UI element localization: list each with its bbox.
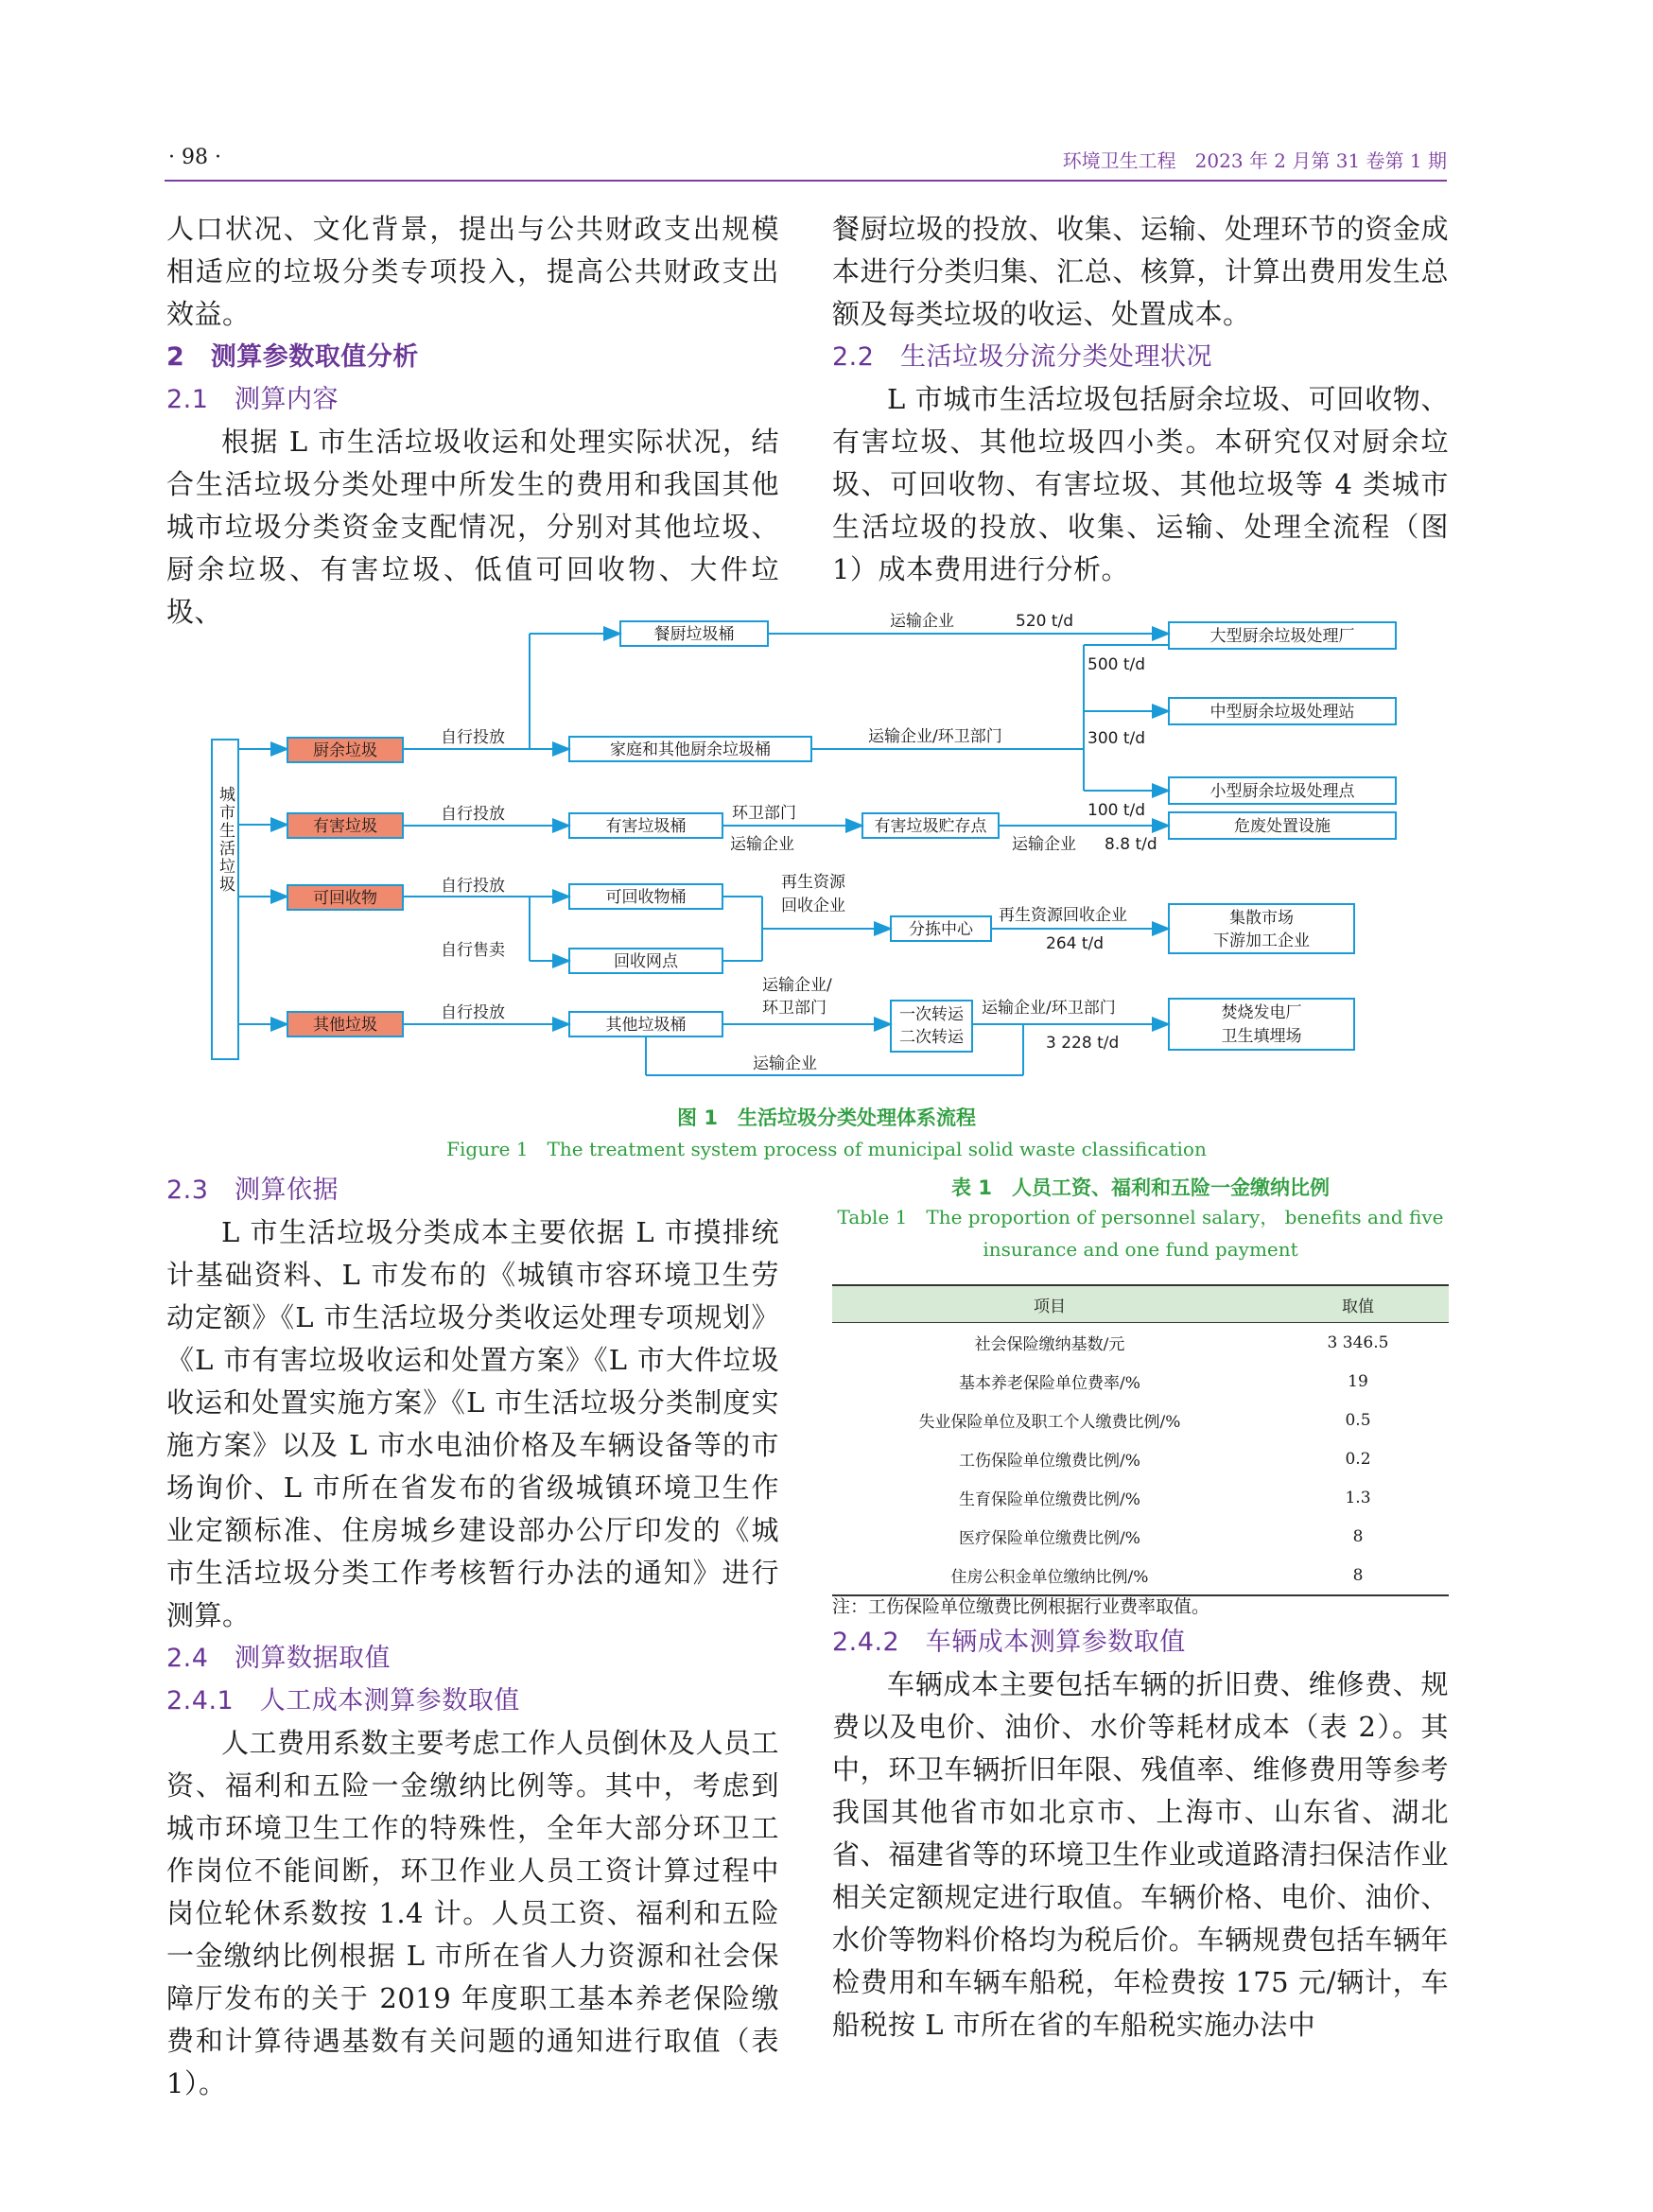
table-caption-cn: 表 1 人员工资、福利和五险一金缴纳比例 bbox=[951, 1176, 1330, 1199]
table-cell: 0.5 bbox=[1345, 1410, 1371, 1430]
section-heading-2-2: 2.2 生活垃圾分流分类处理状况 bbox=[832, 342, 1212, 372]
paragraph: 人口状况、文化背景，提出与公共财政支出规模相适应的垃圾分类专项投入，提高公共财政支出效益。 bbox=[166, 213, 779, 330]
dest-small: 小型厨余垃圾处理点 bbox=[1209, 782, 1355, 801]
dest-hazard: 危废处置设施 bbox=[1234, 817, 1331, 836]
table-row bbox=[832, 1362, 1449, 1401]
dest-medium: 中型厨余垃圾处理站 bbox=[1209, 703, 1355, 722]
dest-market1: 集散市场 bbox=[1229, 909, 1294, 928]
table-header: 取值 bbox=[1267, 1285, 1449, 1323]
table-cell: 19 bbox=[1348, 1371, 1368, 1391]
table-row bbox=[832, 1401, 1449, 1439]
table-cell: 工伤保险单位缴费比例/% bbox=[959, 1452, 1140, 1471]
box-transfer2: 二次转运 bbox=[899, 1028, 964, 1047]
paragraph: L 市生活垃圾分类成本主要依据 L 市摸排统计基础资料、L 市发布的《城镇市容环境卫生劳动定额》《L 市生活垃圾分类收运处理专项规划》《L 市有害垃圾收运和处置方案》《L 市大件垃圾收运和处置实施方案》《L 市生活垃圾分类制度实施方案》以及 L 市水电油价格及车辆设备等的市场询价、L 市所在省发布的省级城镇环境卫生作业定额标准、住房城乡建设部办公厅印发的《城市生活垃圾分类工作考核暂行办法的通知》进行测算。 bbox=[166, 1216, 779, 1631]
table-row bbox=[832, 1323, 1449, 1363]
figure-caption-en: Figure 1 The treatment system process of municipal solid waste classification bbox=[446, 1138, 1207, 1160]
page-number: · 98 · bbox=[168, 146, 221, 169]
box-household-bin: 家庭和其他厨余垃圾桶 bbox=[610, 740, 771, 759]
table-row bbox=[832, 1478, 1449, 1517]
table-1 bbox=[832, 1284, 1449, 1596]
header-rule bbox=[165, 180, 1447, 182]
dest-incin1: 焚烧发电厂 bbox=[1221, 1003, 1302, 1022]
lbl-3228: 3 228 t/d bbox=[1046, 1034, 1120, 1053]
dest-incin2: 卫生填埋场 bbox=[1221, 1027, 1302, 1046]
box-other-bin: 其他垃圾桶 bbox=[605, 1016, 687, 1035]
paragraph: 餐厨垃圾的投放、收集、运输、处理环节的资金成本进行分类归集、汇总、核算，计算出费用发生总额及每类垃圾的收运、处置成本。 bbox=[832, 213, 1449, 330]
table-row bbox=[832, 1439, 1449, 1478]
flow-diagram bbox=[166, 605, 1449, 1116]
section-heading-2-1: 2.1 测算内容 bbox=[166, 385, 339, 414]
table-cell: 1.3 bbox=[1345, 1488, 1371, 1507]
box-transfer1: 一次转运 bbox=[899, 1005, 964, 1024]
table-row bbox=[832, 1556, 1449, 1595]
lbl-264: 264 t/d bbox=[1046, 934, 1105, 953]
cat-recycle: 可回收物 bbox=[313, 889, 377, 908]
cat-other: 其他垃圾 bbox=[313, 1016, 377, 1035]
table-header-row bbox=[832, 1285, 1449, 1323]
table-cell: 0.2 bbox=[1345, 1449, 1371, 1469]
lbl-transport3: 运输企业 bbox=[1012, 835, 1076, 854]
paragraph: 根据 L 市生活垃圾收运和处理实际状况，结合生活垃圾分类处理中所发生的费用和我国其他城市垃圾分类资金支配情况，分别对其他垃圾、厨余垃圾、有害垃圾、低值可回收物、大件垃圾、 bbox=[166, 426, 779, 628]
lbl-88: 8.8 t/d bbox=[1105, 835, 1157, 854]
lbl-recyc1: 再生资源 bbox=[781, 873, 845, 892]
table-cell: 8 bbox=[1267, 1556, 1449, 1595]
table-cell: 8 bbox=[1352, 1526, 1364, 1546]
lbl-self-drop: 自行投放 bbox=[441, 877, 505, 896]
section-heading-2-4-1: 2.4.1 人工成本测算参数取值 bbox=[166, 1686, 520, 1716]
lbl-ts1: 运输企业/ bbox=[762, 976, 832, 995]
section-heading-2-4-2: 2.4.2 车辆成本测算参数取值 bbox=[832, 1628, 1186, 1657]
lbl-transport: 运输企业 bbox=[890, 612, 954, 631]
right-column-top bbox=[832, 208, 1449, 591]
lbl-recyc-full: 再生资源回收企业 bbox=[999, 906, 1127, 925]
cat-kitchen: 厨余垃圾 bbox=[313, 741, 377, 760]
table-caption-en: Table 1 The proportion of personnel salary， benefits and five insurance and one fund payment bbox=[837, 1206, 1444, 1261]
box-hazard-bin: 有害垃圾桶 bbox=[605, 817, 687, 836]
lbl-ts-full: 运输企业/环卫部门 bbox=[982, 999, 1116, 1018]
lbl-100: 100 t/d bbox=[1088, 801, 1146, 820]
lbl-transport-sanit: 运输企业/环卫部门 bbox=[868, 727, 1002, 746]
dest-market2: 下游加工企业 bbox=[1213, 932, 1310, 950]
page-header bbox=[165, 142, 1447, 178]
lbl-self-drop: 自行投放 bbox=[441, 805, 505, 824]
right-column-bottom bbox=[832, 1621, 1449, 2047]
table-cell: 基本养老保险单位费率/% bbox=[959, 1374, 1140, 1393]
box-restaurant-bin: 餐厨垃圾桶 bbox=[653, 625, 735, 644]
lbl-ts2: 环卫部门 bbox=[762, 999, 826, 1018]
box-recycle-bin: 可回收物桶 bbox=[605, 888, 687, 907]
box-recycle-point: 回收网点 bbox=[614, 952, 678, 971]
lbl-transport4: 运输企业 bbox=[753, 1054, 817, 1073]
journal-info: 环境卫生工程 2023 年 2 月第 31 卷第 1 期 bbox=[1062, 149, 1447, 172]
table-row bbox=[832, 1517, 1449, 1556]
table-cell: 住房公积金单位缴纳比例/% bbox=[832, 1556, 1267, 1595]
section-heading-2: 2 测算参数取值分析 bbox=[166, 342, 419, 372]
figure-caption-cn: 图 1 生活垃圾分类处理体系流程 bbox=[677, 1106, 976, 1129]
dest-large: 大型厨余垃圾处理厂 bbox=[1209, 627, 1355, 646]
section-heading-2-4: 2.4 测算数据取值 bbox=[166, 1644, 391, 1673]
lbl-sanit: 环卫部门 bbox=[732, 804, 796, 823]
figure-1 bbox=[166, 605, 1449, 1116]
box-sort-center: 分拣中心 bbox=[909, 920, 973, 939]
lbl-transport2: 运输企业 bbox=[730, 835, 794, 854]
table-note: 注：工伤保险单位缴费比例根据行业费率取值。 bbox=[832, 1596, 1210, 1617]
lbl-self-drop: 自行投放 bbox=[441, 728, 505, 747]
paragraph: L 市城市生活垃圾包括厨余垃圾、可回收物、有害垃圾、其他垃圾四小类。本研究仅对厨余垃圾、可回收物、有害垃圾、其他垃圾等 4 类城市生活垃圾的投放、收集、运输、处理全流程（图 1）成本费用进行分析。 bbox=[832, 383, 1449, 585]
lbl-500: 500 t/d bbox=[1088, 655, 1146, 674]
lbl-300: 300 t/d bbox=[1088, 729, 1146, 748]
lbl-self-drop: 自行投放 bbox=[441, 1003, 505, 1022]
section-heading-2-3: 2.3 测算依据 bbox=[166, 1176, 339, 1205]
box-hazard-store: 有害垃圾贮存点 bbox=[874, 817, 987, 836]
table-cell: 医疗保险单位缴费比例/% bbox=[959, 1529, 1140, 1548]
lbl-self-sell: 自行售卖 bbox=[441, 941, 505, 960]
paragraph: 人工费用系数主要考虑工作人员倒休及人员工资、福利和五险一金缴纳比例等。其中，考虑到城市环境卫生工作的特殊性，全年大部分环卫工作岗位不能间断，环卫作业人员工资计算过程中岗位轮休系数按 1.4 计。人员工资、福利和五险一金缴纳比例根据 L 市所在省人力资源和社会保障厅发布的关于 2019 年度职工基本养老保险缴费和计算待遇基数有关问题的通知进行取值（表 1）。 bbox=[166, 1727, 780, 2099]
lbl-520: 520 t/d bbox=[1016, 612, 1074, 631]
root-label: 城市生活垃圾 bbox=[216, 786, 235, 894]
cat-hazard: 有害垃圾 bbox=[313, 817, 377, 836]
lbl-recyc2: 回收企业 bbox=[781, 897, 845, 915]
table-cell: 失业保险单位及职工个人缴费比例/% bbox=[918, 1413, 1181, 1432]
table-cell: 社会保险缴纳基数/元 bbox=[974, 1335, 1125, 1354]
table-cell: 生育保险单位缴费比例/% bbox=[959, 1490, 1140, 1509]
left-column-top bbox=[166, 208, 779, 634]
paragraph: 车辆成本主要包括车辆的折旧费、维修费、规费以及电价、油价、水价等耗材成本（表 2）。其中，环卫车辆折旧年限、残值率、维修费用等参考我国其他省市如北京市、上海市、山东省、湖北省、福建省等的环境卫生作业或道路清扫保洁作业相关定额规定进行取值。车辆价格、电价、油价、水价等物料价格均为税后价。车辆规费包括车辆年检费用和车辆车船税，年检费按 175 元/辆计，车船税按 L 市所在省的车船税实施办法中 bbox=[832, 1668, 1449, 2041]
table-header: 项目 bbox=[832, 1285, 1267, 1323]
left-column-bottom bbox=[166, 1169, 779, 2105]
table-cell: 3 346.5 bbox=[1327, 1332, 1389, 1352]
